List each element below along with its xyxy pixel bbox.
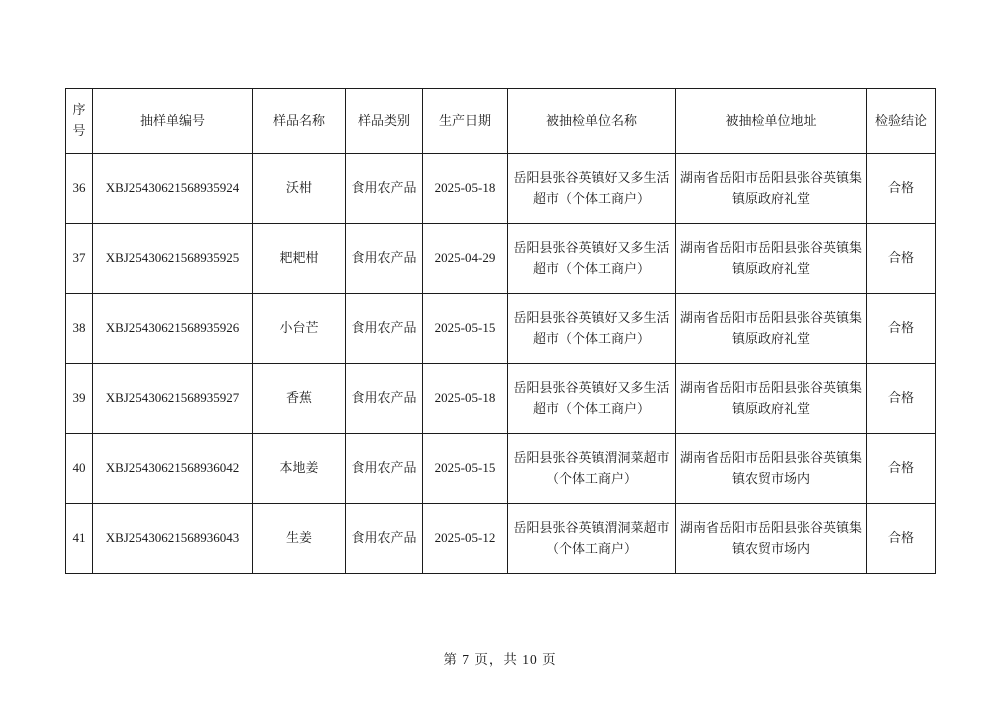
- cell-production-date: 2025-05-12: [423, 504, 508, 574]
- cell-sampling-form-number: XBJ25430621568935926: [93, 294, 253, 364]
- cell-sampling-form-number: XBJ25430621568935925: [93, 224, 253, 294]
- cell-inspection-conclusion: 合格: [867, 434, 936, 504]
- column-header-inspection-conclusion: 检验结论: [867, 89, 936, 154]
- cell-sampling-form-number: XBJ25430621568935924: [93, 154, 253, 224]
- table-body: [66, 154, 936, 574]
- column-header-inspected-unit-name: 被抽检单位名称: [508, 89, 676, 154]
- table-row: [66, 434, 936, 504]
- cell-sample-category: 食用农产品: [346, 504, 423, 574]
- column-header-inspected-unit-address: 被抽检单位地址: [676, 89, 867, 154]
- cell-sample-name: 生姜: [253, 504, 346, 574]
- table-row: [66, 154, 936, 224]
- table-row: [66, 504, 936, 574]
- sampling-results-table: [65, 88, 936, 574]
- cell-production-date: 2025-05-15: [423, 434, 508, 504]
- cell-inspected-unit-address: 湖南省岳阳市岳阳县张谷英镇集镇原政府礼堂: [676, 294, 867, 364]
- cell-production-date: 2025-05-15: [423, 294, 508, 364]
- cell-sample-category: 食用农产品: [346, 294, 423, 364]
- cell-serial-number: 38: [66, 294, 93, 364]
- cell-serial-number: 40: [66, 434, 93, 504]
- column-header-sample-category: 样品类别: [346, 89, 423, 154]
- table-header: [66, 89, 936, 154]
- column-header-serial-number: 序号: [66, 89, 93, 154]
- column-header-sample-name: 样品名称: [253, 89, 346, 154]
- cell-inspection-conclusion: 合格: [867, 224, 936, 294]
- cell-sample-name: 耙耙柑: [253, 224, 346, 294]
- cell-sample-name: 香蕉: [253, 364, 346, 434]
- cell-sample-category: 食用农产品: [346, 364, 423, 434]
- cell-sample-category: 食用农产品: [346, 154, 423, 224]
- cell-inspected-unit-name: 岳阳县张谷英镇渭洞菜超市（个体工商户）: [508, 504, 676, 574]
- cell-inspected-unit-address: 湖南省岳阳市岳阳县张谷英镇集镇原政府礼堂: [676, 154, 867, 224]
- cell-sample-category: 食用农产品: [346, 434, 423, 504]
- cell-inspection-conclusion: 合格: [867, 294, 936, 364]
- cell-inspected-unit-name: 岳阳县张谷英镇好又多生活超市（个体工商户）: [508, 364, 676, 434]
- cell-inspected-unit-name: 岳阳县张谷英镇渭洞菜超市（个体工商户）: [508, 434, 676, 504]
- cell-inspected-unit-name: 岳阳县张谷英镇好又多生活超市（个体工商户）: [508, 154, 676, 224]
- table-row: [66, 364, 936, 434]
- column-header-sampling-form-number: 抽样单编号: [93, 89, 253, 154]
- table-header-row: [66, 89, 936, 154]
- cell-sampling-form-number: XBJ25430621568935927: [93, 364, 253, 434]
- cell-production-date: 2025-05-18: [423, 154, 508, 224]
- cell-inspected-unit-address: 湖南省岳阳市岳阳县张谷英镇集镇农贸市场内: [676, 434, 867, 504]
- cell-inspection-conclusion: 合格: [867, 504, 936, 574]
- cell-sample-category: 食用农产品: [346, 224, 423, 294]
- cell-inspection-conclusion: 合格: [867, 364, 936, 434]
- cell-sample-name: 小台芒: [253, 294, 346, 364]
- cell-inspected-unit-address: 湖南省岳阳市岳阳县张谷英镇集镇原政府礼堂: [676, 364, 867, 434]
- cell-sample-name: 沃柑: [253, 154, 346, 224]
- page-indicator: 第 7 页，共 10 页: [443, 652, 557, 667]
- cell-serial-number: 39: [66, 364, 93, 434]
- cell-sampling-form-number: XBJ25430621568936043: [93, 504, 253, 574]
- cell-inspected-unit-address: 湖南省岳阳市岳阳县张谷英镇集镇农贸市场内: [676, 504, 867, 574]
- cell-inspected-unit-name: 岳阳县张谷英镇好又多生活超市（个体工商户）: [508, 294, 676, 364]
- cell-sampling-form-number: XBJ25430621568936042: [93, 434, 253, 504]
- table-row: [66, 224, 936, 294]
- cell-serial-number: 41: [66, 504, 93, 574]
- cell-serial-number: 36: [66, 154, 93, 224]
- cell-inspection-conclusion: 合格: [867, 154, 936, 224]
- cell-production-date: 2025-04-29: [423, 224, 508, 294]
- cell-inspected-unit-address: 湖南省岳阳市岳阳县张谷英镇集镇原政府礼堂: [676, 224, 867, 294]
- cell-production-date: 2025-05-18: [423, 364, 508, 434]
- column-header-production-date: 生产日期: [423, 89, 508, 154]
- cell-sample-name: 本地姜: [253, 434, 346, 504]
- sampling-results-table-container: [65, 88, 936, 574]
- table-row: [66, 294, 936, 364]
- cell-inspected-unit-name: 岳阳县张谷英镇好又多生活超市（个体工商户）: [508, 224, 676, 294]
- cell-serial-number: 37: [66, 224, 93, 294]
